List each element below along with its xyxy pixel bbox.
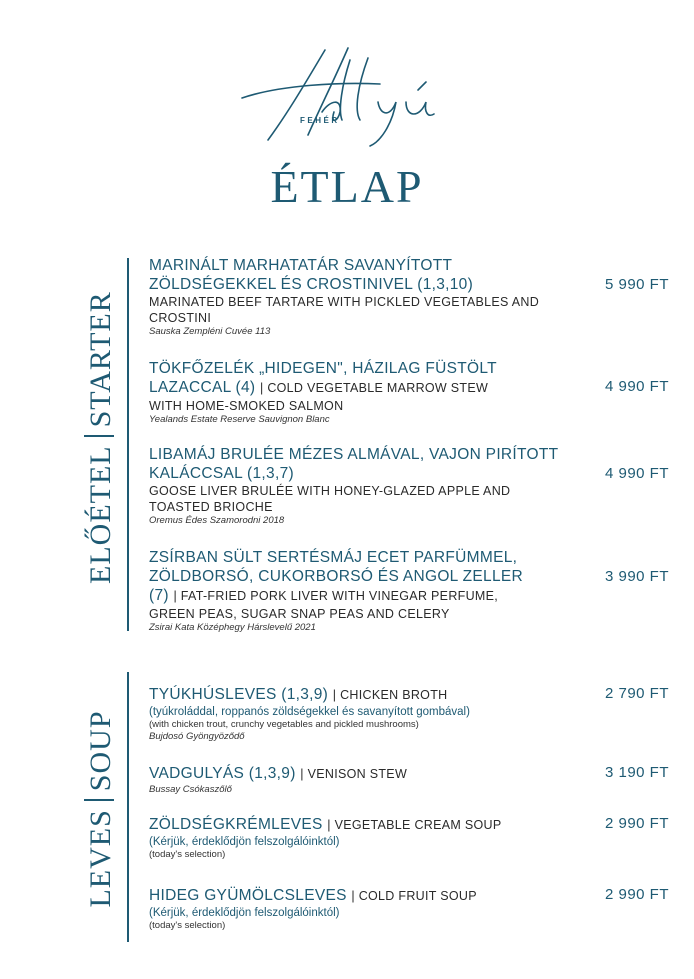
item-english: | COLD VEGETABLE MARROW STEW bbox=[260, 381, 489, 395]
menu-item bbox=[149, 886, 669, 932]
item-price: 2 990 FT bbox=[604, 815, 669, 832]
menu-item bbox=[149, 548, 669, 634]
item-name: LIBAMÁJ BRULÉE MÉZES ALMÁVAL, VAJON PIRÍTOTT KALÁCCSAL (1,3,7) bbox=[149, 446, 559, 482]
menu-item bbox=[149, 445, 669, 527]
item-price: 4 990 FT bbox=[604, 465, 669, 482]
wine-pairing: Bujdosó Gyöngyöződő bbox=[149, 731, 245, 742]
wine-pairing: Bussay Csókaszőlő bbox=[149, 784, 232, 795]
item-description-en: (with chicken trout, crunchy vegetables and pickled mushrooms) bbox=[149, 719, 419, 730]
section-label-en: STARTER bbox=[84, 291, 117, 428]
wine-pairing: Zsirai Kata Középhegy Hárslevelű 2021 bbox=[149, 622, 316, 633]
wine-pairing: Sauska Zempléni Cuvée 113 bbox=[149, 326, 271, 337]
section-divider-line bbox=[127, 258, 129, 631]
item-price: 5 990 FT bbox=[604, 276, 669, 293]
item-price: 3 190 FT bbox=[604, 764, 669, 781]
page-title: ÉTLAP bbox=[270, 161, 424, 212]
menu-item bbox=[149, 685, 669, 743]
menu-item bbox=[149, 764, 669, 796]
item-name: HIDEG GYÜMÖLCSLEVES bbox=[149, 887, 347, 904]
item-description-en: (today's selection) bbox=[149, 849, 226, 860]
item-description: (tyúkroláddal, roppanós zöldségekkel és savanyított gombával) bbox=[149, 706, 470, 718]
item-english: | VEGETABLE CREAM SOUP bbox=[327, 818, 502, 832]
item-price: 4 990 FT bbox=[604, 378, 669, 395]
logo-subtitle: FEHÉR bbox=[300, 116, 340, 125]
menu-item bbox=[149, 256, 669, 338]
item-name: ZSÍRBAN SÜLT SERTÉSMÁJ ECET PARFÜMMEL, bbox=[149, 549, 518, 566]
wine-pairing: Oremus Édes Szamorodni 2018 bbox=[149, 515, 285, 526]
item-price: 3 990 FT bbox=[604, 568, 669, 585]
menu-item bbox=[149, 359, 669, 426]
item-name: VADGULYÁS (1,3,9) bbox=[149, 765, 296, 782]
section-divider-line bbox=[127, 672, 129, 942]
section-label-en: SOUP bbox=[84, 710, 117, 792]
wine-pairing: Yealands Estate Reserve Sauvignon Blanc bbox=[149, 414, 330, 425]
item-name: (7) bbox=[149, 587, 169, 604]
menu-item bbox=[149, 815, 669, 861]
item-english: WITH HOME-SMOKED SALMON bbox=[149, 399, 344, 413]
section-label-starter bbox=[84, 291, 118, 584]
section-label-soup bbox=[84, 679, 118, 939]
item-english: | CHICKEN BROTH bbox=[332, 688, 448, 702]
item-name: MARINÁLT MARHATATÁR SAVANYÍTOTT ZÖLDSÉGEKKEL ÉS CROSTINIVEL (1,3,10) bbox=[149, 257, 474, 293]
item-price: 2 790 FT bbox=[604, 685, 669, 702]
section-label-hu: LEVES bbox=[84, 809, 117, 908]
item-name: TÖKFŐZELÉK „HIDEGEN", HÁZILAG FÜSTÖLT bbox=[149, 360, 497, 377]
item-english: | VENISON STEW bbox=[300, 767, 408, 781]
item-english: GREEN PEAS, SUGAR SNAP PEAS AND CELERY bbox=[149, 607, 450, 621]
logo-script-icon bbox=[230, 40, 480, 150]
item-name: ZÖLDSÉGKRÉMLEVES bbox=[149, 816, 323, 833]
label-separator bbox=[84, 435, 114, 437]
item-price: 2 990 FT bbox=[604, 886, 669, 903]
item-name: ZÖLDBORSÓ, CUKORBORSÓ ÉS ANGOL ZELLER bbox=[149, 568, 524, 585]
section-label-hu: ELŐÉTEL bbox=[84, 445, 117, 584]
label-separator bbox=[84, 799, 114, 801]
item-english: | COLD FRUIT SOUP bbox=[351, 889, 477, 903]
item-description-en: (today's selection) bbox=[149, 920, 226, 931]
item-name: TYÚKHÚSLEVES (1,3,9) bbox=[149, 686, 329, 703]
item-english: GOOSE LIVER BRULÉE WITH HONEY-GLAZED APPLE AND TOASTED BRIOCHE bbox=[149, 484, 511, 514]
item-name: LAZACCAL (4) bbox=[149, 379, 256, 396]
item-description: (Kérjük, érdeklődjön felszolgálóinktól) bbox=[149, 836, 340, 848]
restaurant-logo bbox=[230, 40, 480, 150]
item-english: MARINATED BEEF TARTARE WITH PICKLED VEGETABLES AND CROSTINI bbox=[149, 295, 540, 325]
item-english: | FAT-FRIED PORK LIVER WITH VINEGAR PERFUME, bbox=[173, 589, 499, 603]
item-description: (Kérjük, érdeklődjön felszolgálóinktól) bbox=[149, 907, 340, 919]
